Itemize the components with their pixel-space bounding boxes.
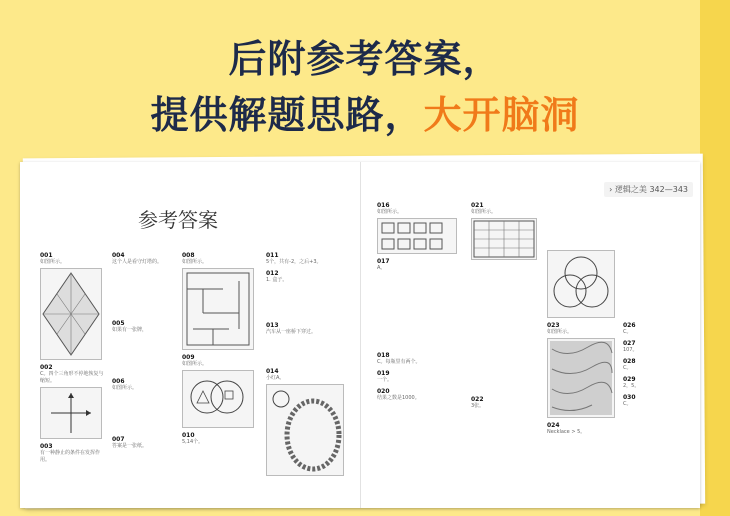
answer-text: 有一种静止的条件在发挥作用。 [40, 450, 101, 463]
answer-number: 009 [182, 354, 195, 361]
answer-text: 一个。 [377, 377, 393, 383]
answer-number: 013 [266, 322, 279, 329]
answer-text: C。四个三角形不停地恢复与缩短。 [40, 371, 104, 384]
answer-text: 如果有一张牌， [112, 327, 148, 333]
answer-number: 014 [266, 368, 279, 375]
ring-figure [266, 384, 344, 476]
answer-number: 008 [182, 252, 195, 259]
answer-text: 结果之数是1000。 [377, 395, 420, 401]
answer-text-body [112, 392, 172, 432]
chapter-tab: › 逻辑之美 342—343 [604, 182, 693, 197]
right-col-4 [623, 198, 695, 408]
venn-diagram-figure [547, 250, 615, 318]
left-col-3 [182, 248, 260, 446]
left-page [20, 162, 360, 508]
arrows-figure [40, 387, 102, 439]
answer-text: 5个，共有-2，之后+3。 [266, 259, 322, 265]
answer-number: 017 [377, 258, 390, 265]
diamond-grid-figure [40, 268, 102, 360]
answer-text: 2，5。 [623, 383, 640, 389]
answer-number: 020 [377, 388, 390, 395]
answer-text-body [547, 198, 617, 248]
answer-number: 021 [471, 202, 484, 209]
answer-book-spread [20, 162, 700, 508]
answer-number: 019 [377, 370, 390, 377]
answer-text: C。 [623, 365, 632, 371]
answer-number: 028 [623, 358, 636, 365]
answer-text: 107。 [623, 347, 638, 353]
answer-number: 024 [547, 422, 560, 429]
answer-text: A。 [377, 265, 386, 271]
answer-number: 004 [112, 252, 125, 259]
answer-text: 小红A。 [266, 375, 285, 381]
table-figure [471, 218, 537, 260]
answer-number: 016 [377, 202, 390, 209]
answer-text: 如图所示。 [471, 209, 497, 215]
answer-number: 029 [623, 376, 636, 383]
right-col-3 [547, 198, 617, 436]
answer-text: 5,14个。 [182, 439, 204, 445]
answer-number: 018 [377, 352, 390, 359]
answer-text: 如图所示。 [112, 385, 138, 391]
answer-number: 006 [112, 378, 125, 385]
answer-text: 如图所示。 [547, 329, 573, 335]
answer-text-body [266, 284, 348, 318]
answer-text: 如图所示。 [40, 259, 66, 265]
banner-line-2 [0, 84, 730, 139]
right-col-1 [377, 198, 461, 402]
banner-line-1: 后附参考答案， [228, 37, 502, 81]
answer-text: 1. 盒子。 [266, 277, 288, 283]
answer-number: 030 [623, 394, 636, 401]
answer-number: 012 [266, 270, 279, 277]
answer-number: 003 [40, 443, 53, 450]
answer-number: 026 [623, 322, 636, 329]
answer-number: 002 [40, 364, 53, 371]
answer-number: 005 [112, 320, 125, 327]
answer-text: C。 [623, 401, 632, 407]
answer-number: 022 [471, 396, 484, 403]
answer-number: 011 [266, 252, 279, 259]
answer-text-body [377, 272, 461, 348]
circles-figure [182, 370, 254, 428]
maze-figure [182, 268, 254, 350]
banner-line-2-accent: 大开脑洞 [423, 93, 580, 137]
answer-text: C。 [623, 329, 632, 335]
answer-text: 答案是一张纸。 [112, 443, 148, 449]
answer-text-body [112, 266, 172, 316]
answer-text: 汽车从一座桥下穿过。 [266, 329, 317, 335]
left-col-4 [266, 248, 348, 478]
answer-text: 这个人是看守灯塔的。 [112, 259, 163, 265]
left-col-2 [112, 248, 172, 450]
answer-text: C。每瓶里有两个。 [377, 359, 421, 365]
right-page [360, 162, 700, 508]
answer-text: 3张。 [471, 403, 485, 409]
answer-number: 001 [40, 252, 53, 259]
texture-figure [547, 338, 615, 418]
answer-number: 010 [182, 432, 195, 439]
answer-number: 007 [112, 436, 125, 443]
boxes-figure [377, 218, 457, 254]
right-col-2 [471, 198, 539, 410]
answer-text: 如图所示。 [377, 209, 403, 215]
answer-text-body [266, 336, 348, 364]
answer-number: 027 [623, 340, 636, 347]
answer-number: 023 [547, 322, 560, 329]
answer-text-body [471, 262, 539, 392]
answer-text-body [112, 334, 172, 374]
answer-text: Necklace > 5。 [547, 429, 586, 435]
answer-text: 如图所示。 [182, 361, 208, 367]
left-col-1 [40, 248, 106, 464]
answer-text: 如图所示。 [182, 259, 208, 265]
answer-text-body [623, 198, 695, 318]
answers-title: 参考答案 [138, 208, 218, 232]
banner-line-2-main: 提供解题思路， [150, 93, 424, 137]
